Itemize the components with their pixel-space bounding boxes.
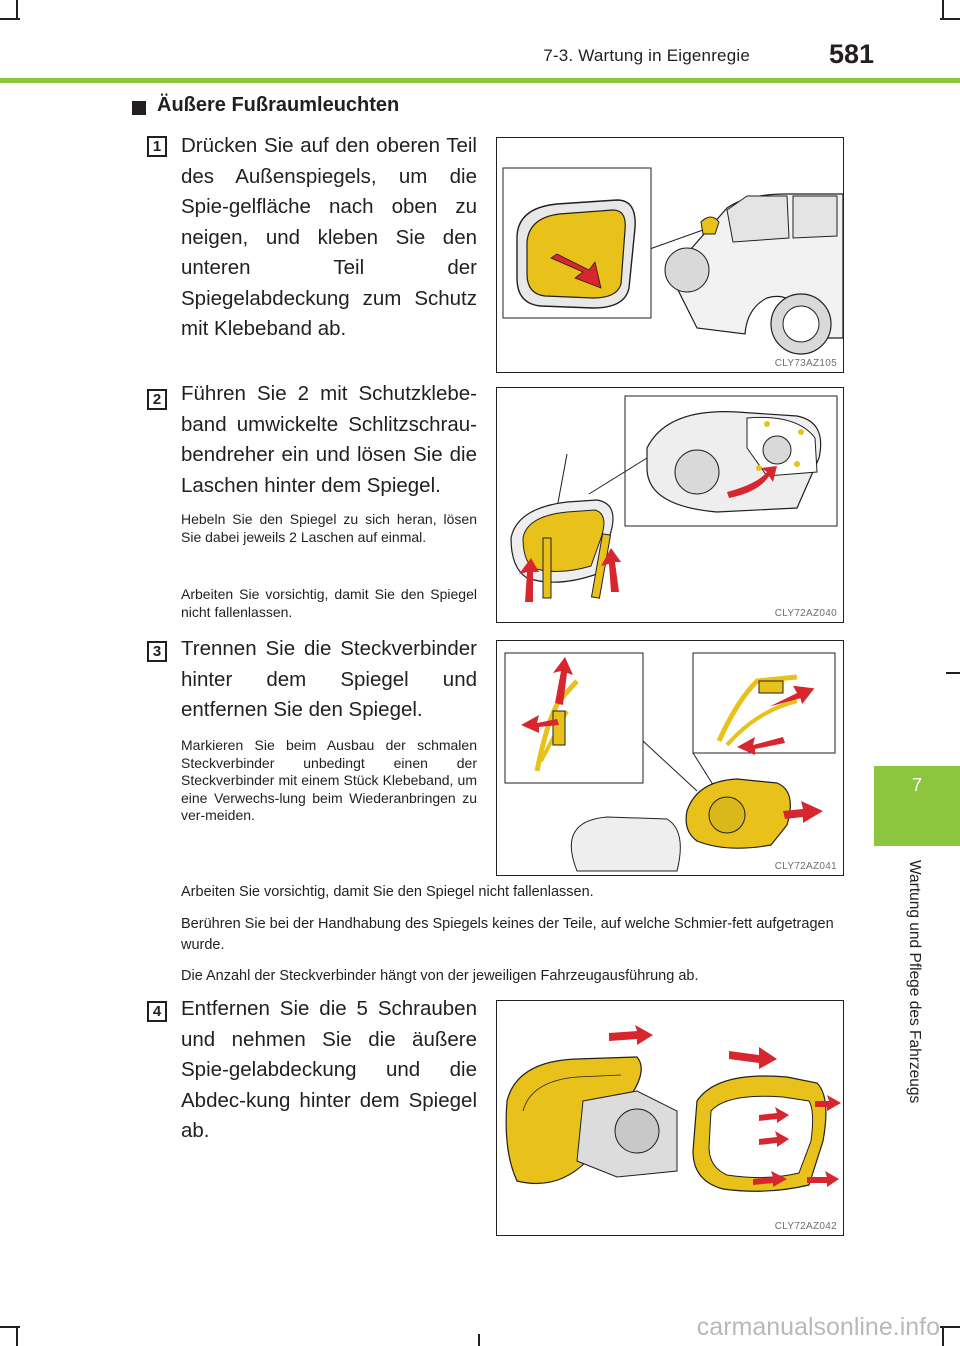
crop-mark <box>16 0 18 20</box>
figure-code: CLY72AZ042 <box>774 1221 837 1232</box>
step-4-text: Entfernen Sie die 5 Schrauben und nehmen Sie die äußere Spie-gelabdeckung und die Abdec-kung hinter dem Spiegel ab. <box>181 997 477 1142</box>
crop-mark <box>16 1326 18 1346</box>
pry-tabs-illustration <box>497 388 843 622</box>
step-number-1: 1 <box>147 136 167 157</box>
step-3-text: Trennen Sie die Steckverbinder hinter dem Spiegel und entfernen Sie den Spiegel. <box>181 637 477 721</box>
step-number-3: 3 <box>147 641 167 662</box>
header-rule <box>0 78 960 83</box>
watermark: carmanualsonline.info <box>696 1313 940 1341</box>
step-3-note-1: Markieren Sie beim Ausbau der schmalen Steckverbinder unbedingt einen der Steckverbinder mit einem Stück Klebeband, um eine Verwechs-lung beim Wiederanbringen zu ver-meiden. <box>181 737 477 823</box>
paragraph-2: Berühren Sie bei der Handhabung des Spiegels keines der Teile, auf welche Schmier-fett aufgetragen wurde. <box>181 916 834 953</box>
crop-mark <box>942 0 944 20</box>
step-number-4: 4 <box>147 1001 167 1022</box>
mirror-tilt-illustration <box>497 138 843 372</box>
step-2-note-2: Arbeiten Sie vorsichtig, damit Sie den Spiegel nicht fallenlassen. <box>181 586 477 620</box>
figure-step-2 <box>496 387 844 623</box>
crop-mark <box>940 1326 960 1328</box>
crop-mark <box>478 1334 480 1346</box>
heading-square-bullet <box>132 101 146 115</box>
crop-mark <box>0 18 20 20</box>
disconnect-connectors-illustration <box>497 641 843 875</box>
figure-step-1 <box>496 137 844 373</box>
figure-code: CLY73AZ105 <box>774 358 837 369</box>
crop-mark <box>0 1326 20 1328</box>
crop-mark <box>946 672 960 674</box>
crop-mark <box>940 18 960 20</box>
page-number: 581 <box>828 39 874 69</box>
remove-cover-illustration <box>497 1001 843 1235</box>
step-2-text: Führen Sie 2 mit Schutzklebe-band umwickelte Schlitzschrau-bendreher ein und lösen Sie die Laschen hinter dem Spiegel. <box>181 382 477 497</box>
section-heading: Äußere Fußraumleuchten <box>157 94 400 116</box>
step-1-text: Drücken Sie auf den oberen Teil des Außenspiegels, um die Spie-gelfläche nach oben zu neigen, und kleben Sie den unteren Teil der Spiegelabdeckung zum Schutz mit Klebeband ab. <box>181 134 477 340</box>
step-number-2: 2 <box>147 389 167 410</box>
chapter-number: 7 <box>911 775 922 795</box>
crop-mark <box>942 1326 944 1346</box>
paragraph-1: Arbeiten Sie vorsichtig, damit Sie den Spiegel nicht fallenlassen. <box>181 884 594 900</box>
figure-step-4 <box>496 1000 844 1236</box>
figure-code: CLY72AZ041 <box>774 861 837 872</box>
step-2-note-1: Hebeln Sie den Spiegel zu sich heran, lösen Sie dabei jeweils 2 Laschen auf einmal. <box>181 511 477 545</box>
figure-step-3 <box>496 640 844 876</box>
figure-code: CLY72AZ040 <box>774 608 837 619</box>
running-header-section: 7-3. Wartung in Eigenregie <box>543 46 750 65</box>
chapter-title-vertical: Wartung und Pflege des Fahrzeugs <box>906 860 923 1104</box>
paragraph-3: Die Anzahl der Steckverbinder hängt von der jeweiligen Fahrzeugausführung ab. <box>181 968 699 984</box>
